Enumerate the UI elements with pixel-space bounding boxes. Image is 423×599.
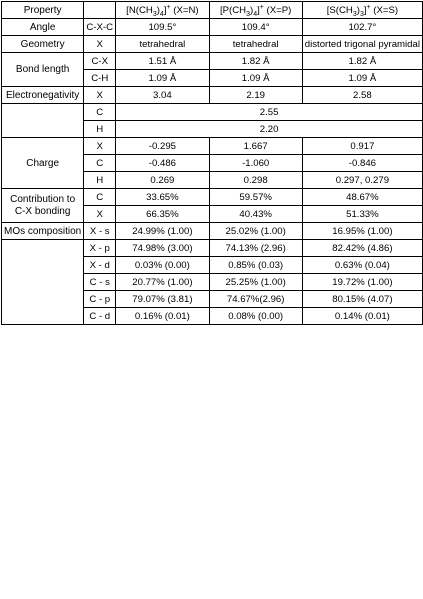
cell: 2.58 bbox=[302, 87, 422, 104]
cell: 0.63% (0.04) bbox=[302, 257, 422, 274]
cell: -1.060 bbox=[209, 155, 302, 172]
properties-table bbox=[1, 1, 423, 325]
cell: 109.4° bbox=[209, 19, 302, 36]
cell: 16.95% (1.00) bbox=[302, 223, 422, 240]
header-col-n: $[N(CH_3)_4]^+$ (X=N) bbox=[116, 2, 209, 19]
cell: 1.82 Å bbox=[302, 53, 422, 70]
header-row bbox=[2, 2, 423, 19]
header-col-p: $[P(CH_3)_4]^+$ (X=P) bbox=[209, 2, 302, 19]
cell: 2.19 bbox=[209, 87, 302, 104]
cell: 74.67%(2.96) bbox=[209, 291, 302, 308]
cell: 0.917 bbox=[302, 138, 422, 155]
cell: 20.77% (1.00) bbox=[116, 274, 209, 291]
cell: 24.99% (1.00) bbox=[116, 223, 209, 240]
mos-row bbox=[2, 223, 423, 240]
cell: 0.85% (0.03) bbox=[209, 257, 302, 274]
row-sublabel: X - d bbox=[84, 257, 116, 274]
header-subcol bbox=[84, 2, 116, 19]
merged-cell: 2.55 bbox=[116, 104, 423, 121]
row-sublabel: C bbox=[84, 104, 116, 121]
cell: 1.09 Å bbox=[116, 70, 209, 87]
cell: 0.16% (0.01) bbox=[116, 308, 209, 325]
cell: 109.5° bbox=[116, 19, 209, 36]
row-sublabel: X bbox=[84, 36, 116, 53]
row-sublabel: X - p bbox=[84, 240, 116, 257]
contribution-row bbox=[2, 189, 423, 206]
cell: 0.08% (0.00) bbox=[209, 308, 302, 325]
cell: 1.09 Å bbox=[209, 70, 302, 87]
row-sublabel: X - s bbox=[84, 223, 116, 240]
cell: 79.07% (3.81) bbox=[116, 291, 209, 308]
bond-length-row bbox=[2, 53, 423, 70]
row-label: Bond length bbox=[2, 53, 84, 87]
header-property: Property bbox=[2, 2, 84, 19]
row-sublabel: C - s bbox=[84, 274, 116, 291]
cell: -0.486 bbox=[116, 155, 209, 172]
cell: 102.7° bbox=[302, 19, 422, 36]
merged-cell: 2.20 bbox=[116, 121, 423, 138]
cell: 25.02% (1.00) bbox=[209, 223, 302, 240]
row-label: Charge bbox=[2, 138, 84, 189]
cell: 33.65% bbox=[116, 189, 209, 206]
blank-cell bbox=[2, 240, 84, 325]
row-sublabel: C bbox=[84, 155, 116, 172]
row-sublabel: X bbox=[84, 138, 116, 155]
row-sublabel: C-X bbox=[84, 53, 116, 70]
row-sublabel: C-X-C bbox=[84, 19, 116, 36]
row-sublabel: C - p bbox=[84, 291, 116, 308]
row-sublabel: C - d bbox=[84, 308, 116, 325]
cell: 19.72% (1.00) bbox=[302, 274, 422, 291]
row-sublabel: C bbox=[84, 189, 116, 206]
angle-row bbox=[2, 19, 423, 36]
row-sublabel: H bbox=[84, 121, 116, 138]
electronegativity-row bbox=[2, 87, 423, 104]
row-label: MOs composition bbox=[2, 223, 84, 240]
cell: distorted trigonal pyramidal bbox=[302, 36, 422, 53]
charge-row bbox=[2, 138, 423, 155]
cell: 1.82 Å bbox=[209, 53, 302, 70]
cell: 48.67% bbox=[302, 189, 422, 206]
cell: 0.03% (0.00) bbox=[116, 257, 209, 274]
cell: 74.13% (2.96) bbox=[209, 240, 302, 257]
cell: 80.15% (4.07) bbox=[302, 291, 422, 308]
cell: 0.297, 0.279 bbox=[302, 172, 422, 189]
row-label: Geometry bbox=[2, 36, 84, 53]
cell: 1.667 bbox=[209, 138, 302, 155]
cell: tetrahedral bbox=[116, 36, 209, 53]
blank-cell bbox=[2, 104, 84, 138]
geometry-row bbox=[2, 36, 423, 53]
cell: 0.298 bbox=[209, 172, 302, 189]
cell: 82.42% (4.86) bbox=[302, 240, 422, 257]
header-col-s: $[S(CH_3)_3]^+$ (X=S) bbox=[302, 2, 422, 19]
cell: -0.846 bbox=[302, 155, 422, 172]
cell: 74.98% (3.00) bbox=[116, 240, 209, 257]
row-sublabel: X bbox=[84, 87, 116, 104]
row-label: Angle bbox=[2, 19, 84, 36]
cell: 3.04 bbox=[116, 87, 209, 104]
cell: 0.269 bbox=[116, 172, 209, 189]
row-sublabel: X bbox=[84, 206, 116, 223]
cell: -0.295 bbox=[116, 138, 209, 155]
mos-row bbox=[2, 240, 423, 257]
row-label: Contribution to C-X bonding bbox=[2, 189, 84, 223]
cell: 0.14% (0.01) bbox=[302, 308, 422, 325]
cell: 1.09 Å bbox=[302, 70, 422, 87]
cell: 59.57% bbox=[209, 189, 302, 206]
row-sublabel: C-H bbox=[84, 70, 116, 87]
cell: 1.51 Å bbox=[116, 53, 209, 70]
cell: 51.33% bbox=[302, 206, 422, 223]
row-sublabel: H bbox=[84, 172, 116, 189]
cell: 25.25% (1.00) bbox=[209, 274, 302, 291]
row-label: Electronegativity bbox=[2, 87, 84, 104]
cell: 66.35% bbox=[116, 206, 209, 223]
cell: 40.43% bbox=[209, 206, 302, 223]
electronegativity-row bbox=[2, 104, 423, 121]
cell: tetrahedral bbox=[209, 36, 302, 53]
